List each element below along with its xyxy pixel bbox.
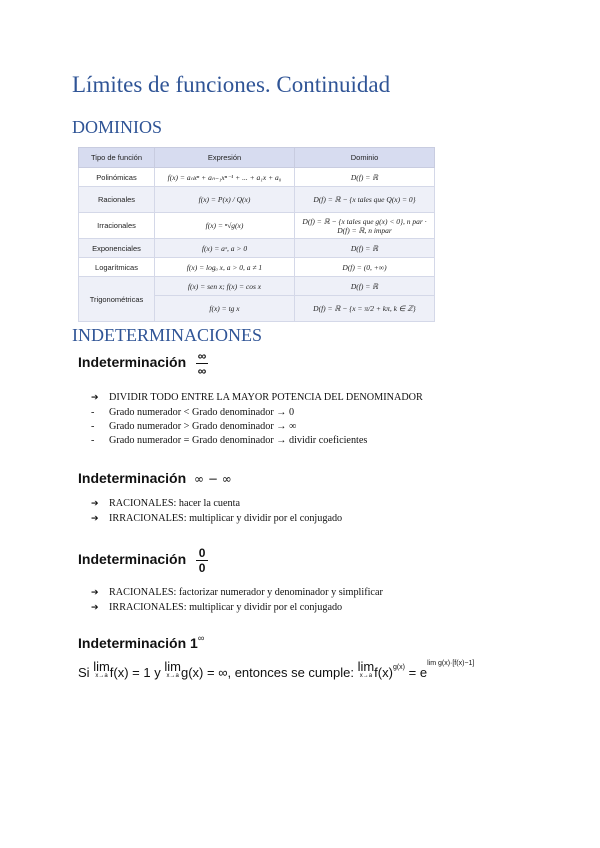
- list-item: [91, 421, 296, 432]
- fraction: [196, 547, 208, 574]
- limit: [93, 660, 110, 679]
- limit: [358, 660, 375, 679]
- formula-y: y: [154, 665, 161, 680]
- ind-label: Indeterminación: [78, 551, 187, 568]
- list-item: [91, 392, 423, 403]
- lim-label: lim: [93, 659, 110, 674]
- formula-exp: g(x): [392, 664, 406, 671]
- cell-domain: D(f) = ℝ − {x tales que Q(x) = 0}: [295, 187, 435, 213]
- ind-inf-minus-inf-heading: [78, 470, 232, 486]
- cell-expression: f(x) = sen x; f(x) = cos x: [155, 277, 295, 296]
- cell-type: Logarítmicas: [79, 258, 155, 277]
- table-header-row: [79, 148, 435, 168]
- cell-type: Polinómicas: [79, 168, 155, 187]
- list-item: [91, 435, 367, 446]
- dash-marker: -: [91, 435, 95, 446]
- arrow-icon: ➔: [91, 603, 99, 613]
- arrow-icon: ➔: [91, 588, 99, 598]
- formula-part3: f(x): [374, 665, 393, 680]
- list-item-text: RACIONALES: factorizar numerador y denominador y simplificar: [109, 587, 383, 598]
- header-type: Tipo de función: [79, 148, 155, 168]
- ind-label: Indeterminación 1: [78, 635, 198, 651]
- fraction-numerator: ∞: [197, 349, 207, 363]
- list-item: [91, 602, 342, 613]
- cell-expression: f(x) = logₐ x, a > 0, a ≠ 1: [155, 258, 295, 277]
- formula-part2: g(x) = ∞: [180, 665, 228, 680]
- domains-table: [78, 147, 435, 322]
- list-item-text: Grado numerador < Grado denominador → 0: [109, 407, 295, 418]
- cell-domain: D(f) = ℝ − {x tales que g(x) < 0}, n par · D(f) = ℝ, n impar: [295, 213, 435, 239]
- ind-label: Indeterminación: [78, 354, 187, 371]
- arrow-icon: ➔: [91, 514, 99, 524]
- lim-sub: x→a: [166, 673, 179, 679]
- cell-type: Trigonométricas: [79, 277, 155, 322]
- formula-mid: , entonces se cumple:: [227, 665, 354, 680]
- lim-label: lim: [164, 659, 181, 674]
- cell-domain: D(f) = (0, +∞): [295, 258, 435, 277]
- arrow-icon: ➔: [91, 499, 99, 509]
- ind-zero-over-zero-heading: [78, 547, 208, 574]
- cell-domain: D(f) = ℝ: [295, 239, 435, 258]
- cell-domain: D(f) = ℝ: [295, 168, 435, 187]
- table-row: [79, 239, 435, 258]
- cell-expression: f(x) = ⁿ√g(x): [155, 213, 295, 239]
- formula-si: Si: [78, 665, 90, 680]
- list-item-text: IRRACIONALES: multiplicar y dividir por el conjugado: [109, 602, 343, 613]
- header-expression: Expresión: [155, 148, 295, 168]
- ind-superscript: ∞: [197, 633, 205, 643]
- cell-expression: f(x) = aₙxⁿ + aₙ₋₁xⁿ⁻¹ + ... + a₁x + a₀: [155, 168, 295, 187]
- section-heading-dominios: DOMINIOS: [72, 117, 162, 137]
- list-item: [91, 513, 342, 524]
- list-item: [91, 498, 240, 509]
- cell-type: Irracionales: [79, 213, 155, 239]
- cell-type: Exponenciales: [79, 239, 155, 258]
- ind-symbol: ∞ − ∞: [194, 472, 232, 486]
- table-row: [79, 187, 435, 213]
- ind-one-power-inf-heading: [78, 633, 204, 651]
- table-row: [79, 213, 435, 239]
- formula: [78, 660, 474, 680]
- ind-label: Indeterminación: [78, 470, 187, 486]
- fraction-denominator: ∞: [197, 364, 207, 378]
- ind-inf-over-inf-heading: [78, 350, 208, 377]
- lim-sub: x→a: [95, 673, 108, 679]
- cell-domain: D(f) = ℝ: [295, 277, 435, 296]
- list-item-text: IRRACIONALES: multiplicar y dividir por el conjugado: [109, 513, 343, 524]
- cell-type: Racionales: [79, 187, 155, 213]
- fraction-denominator: 0: [198, 561, 206, 575]
- list-item-text: Grado numerador > Grado denominador → ∞: [109, 421, 297, 432]
- cell-domain: D(f) = ℝ − {x = π/2 + kπ, k ∈ ℤ}: [295, 296, 435, 322]
- table-row: [79, 277, 435, 296]
- header-domain: Dominio: [295, 148, 435, 168]
- arrow-icon: ➔: [91, 393, 99, 403]
- formula-eq: = e: [408, 665, 428, 680]
- formula-e-exponent: lim g(x)·[f(x)−1]: [427, 660, 475, 667]
- list-item: [91, 407, 294, 418]
- cell-expression: f(x) = aˣ, a > 0: [155, 239, 295, 258]
- dash-marker: -: [91, 421, 95, 432]
- table-row: [79, 258, 435, 277]
- cell-expression: f(x) = tg x: [155, 296, 295, 322]
- page-title: Límites de funciones. Continuidad: [72, 72, 391, 97]
- fraction-numerator: 0: [198, 546, 206, 560]
- limit: [164, 660, 181, 679]
- dash-marker: -: [91, 407, 95, 418]
- table-row: [79, 168, 435, 187]
- lim-label: lim: [357, 659, 375, 674]
- list-item-text: Grado numerador = Grado denominador → dividir coeficientes: [109, 435, 368, 446]
- section-heading-indeterminaciones: INDETERMINACIONES: [72, 325, 262, 345]
- fraction: [196, 350, 208, 377]
- formula-part1: f(x) = 1: [109, 665, 151, 680]
- list-item-text: DIVIDIR TODO ENTRE LA MAYOR POTENCIA DEL DENOMINADOR: [109, 392, 423, 403]
- list-item: [91, 587, 383, 598]
- lim-sub: x→a: [359, 673, 373, 679]
- list-item-text: RACIONALES: hacer la cuenta: [109, 498, 240, 509]
- cell-expression: f(x) = P(x) / Q(x): [155, 187, 295, 213]
